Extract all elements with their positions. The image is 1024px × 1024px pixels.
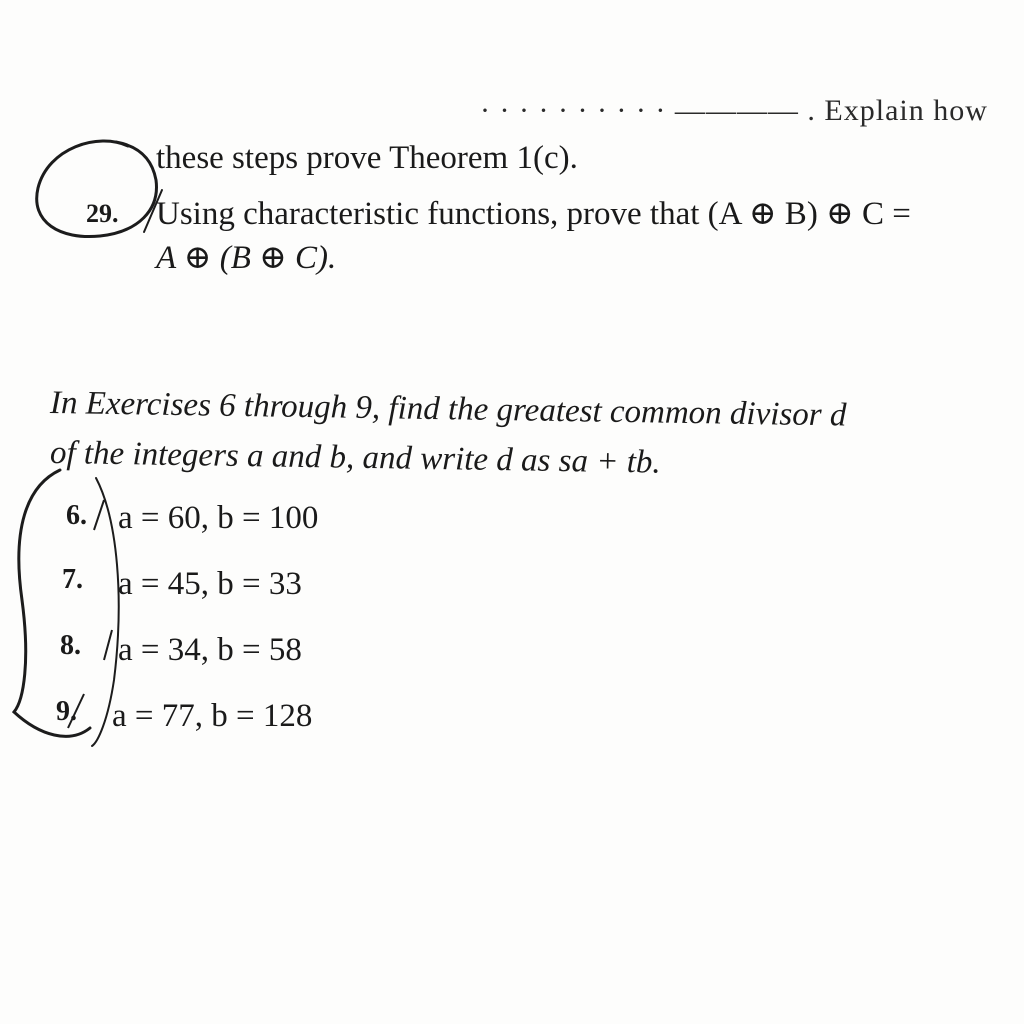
exercise-9-equation: a = 77, b = 128 [112, 698, 313, 734]
exercise-9-number: 9. [56, 696, 77, 727]
instructions-line-1: In Exercises 6 through 9, find the greatest common divisor d [49, 385, 847, 434]
slash-mark-6 [94, 500, 104, 530]
problem-29-line-1: these steps prove Theorem 1(c). [156, 140, 578, 176]
slash-mark-8 [104, 630, 112, 660]
exercise-8-number: 8. [60, 630, 81, 661]
cropped-previous-line [480, 94, 1000, 134]
exercise-6-number: 6. [66, 500, 87, 531]
exercise-7-number: 7. [62, 564, 83, 595]
cropped-line-text: · · · · · · · · · · ———— . Explain how [480, 94, 988, 127]
instructions-line-2: of the integers a and b, and write d as sa + tb. [49, 435, 661, 481]
problem-29-line-2: Using characteristic functions, prove that (A ⊕ B) ⊕ C = [156, 196, 911, 232]
problem-29-number: 29. [86, 199, 119, 228]
exercise-6-equation: a = 60, b = 100 [118, 500, 319, 536]
exercise-8-equation: a = 34, b = 58 [118, 632, 302, 668]
problem-29-line-3: A ⊕ (B ⊕ C). [156, 240, 337, 276]
exercise-7-equation: a = 45, b = 33 [118, 566, 302, 602]
